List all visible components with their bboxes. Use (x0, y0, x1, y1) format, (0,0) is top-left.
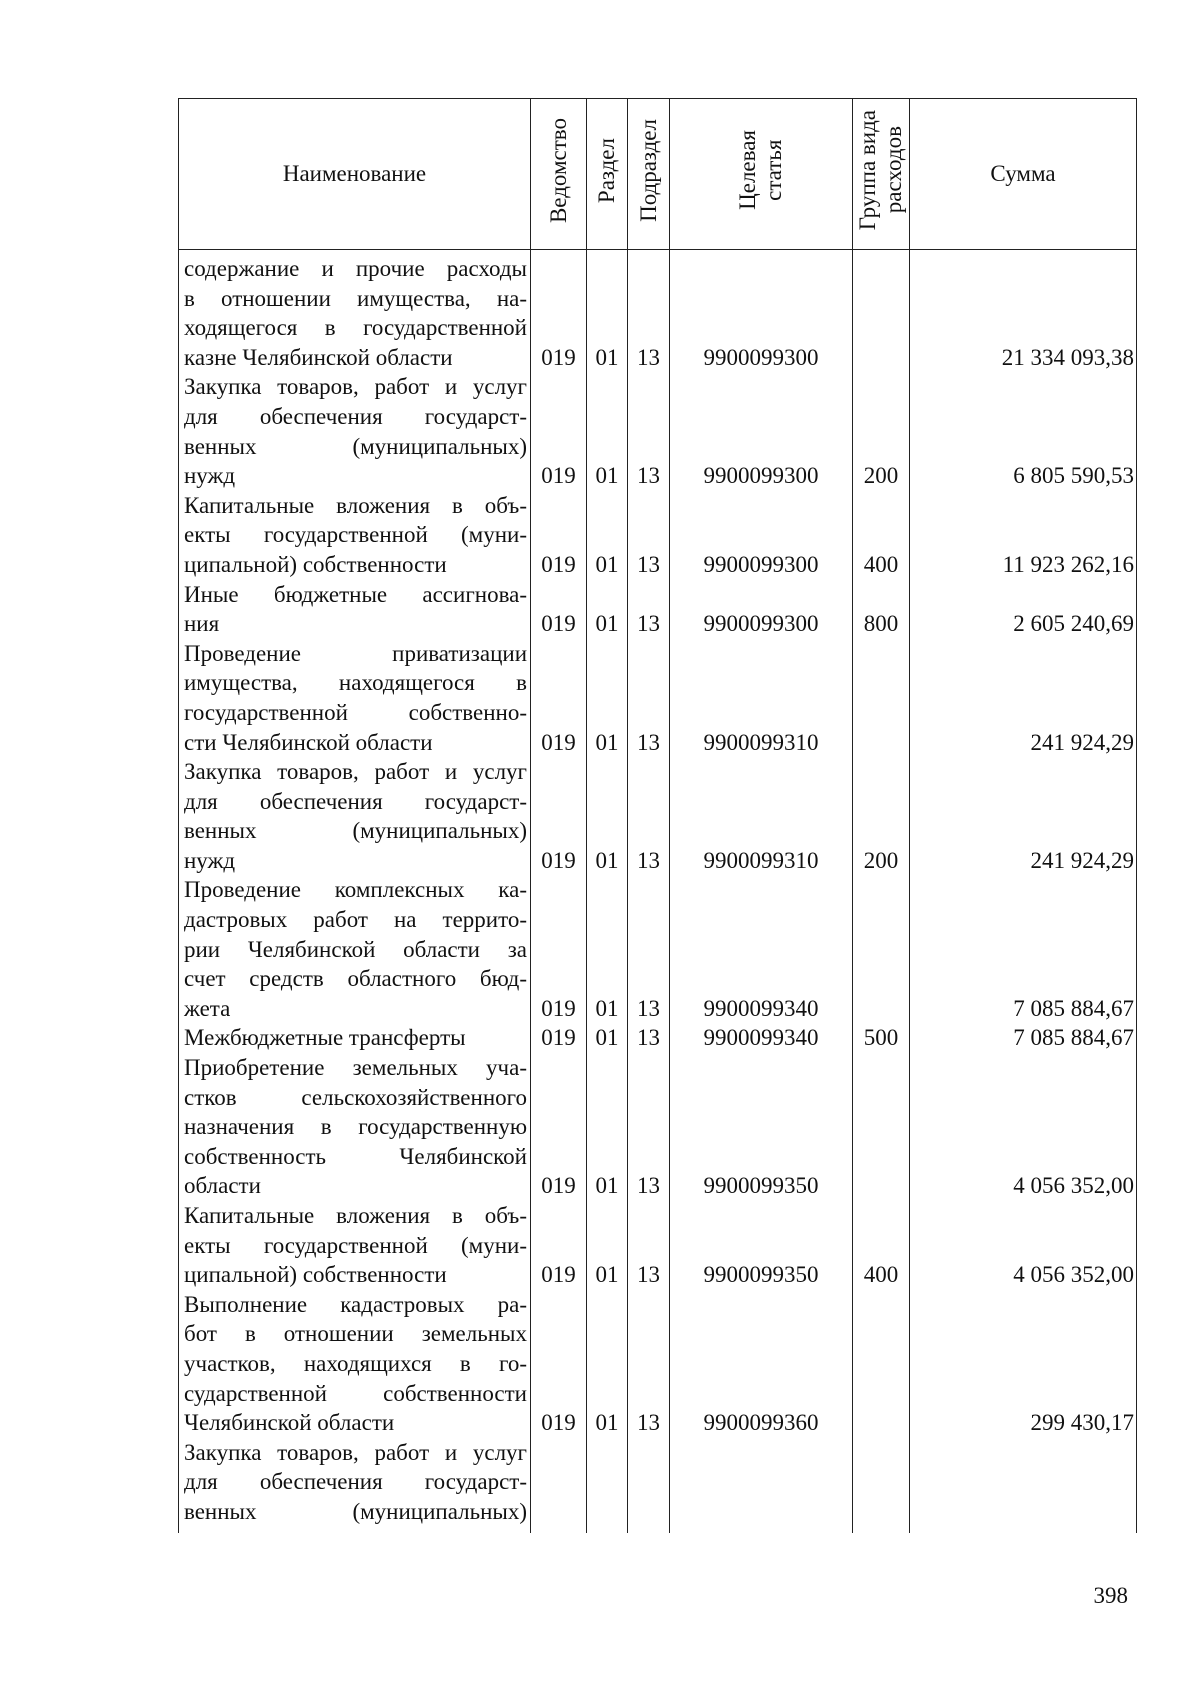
cell-target: 9900099310 (670, 639, 853, 757)
cell-section: 01 (587, 1023, 628, 1053)
cell-target: 9900099310 (670, 757, 853, 875)
name-line: сти Челябинской области (184, 729, 433, 755)
cell-section: 01 (587, 875, 628, 1023)
cell-dept (531, 1438, 587, 1533)
table-row (179, 1053, 1137, 1201)
cell-name (179, 1290, 531, 1438)
name-line: для обеспечения государст- (184, 1469, 527, 1495)
cell-dept: 019 (531, 1290, 587, 1438)
name-line: Межбюджетные трансферты (184, 1025, 466, 1051)
cell-sum: 241 924,29 (910, 757, 1137, 875)
name-line: собственность Челябинской (184, 1143, 527, 1169)
cell-sum: 7 085 884,67 (910, 875, 1137, 1023)
name-line: нужд (184, 847, 236, 873)
table-row (179, 639, 1137, 757)
cell-subsection: 13 (628, 580, 670, 639)
cell-name (179, 1201, 531, 1290)
name-line: екты государственной (муни- (184, 522, 527, 548)
cell-group (853, 639, 910, 757)
name-line: Проведение приватизации (184, 640, 527, 666)
cell-target: 9900099350 (670, 1053, 853, 1201)
table-row (179, 1201, 1137, 1290)
cell-sum: 11 923 262,16 (910, 491, 1137, 580)
table-row (179, 250, 1137, 373)
name-line: ния (184, 611, 220, 637)
table-row (179, 1290, 1137, 1438)
cell-name (179, 757, 531, 875)
cell-group: 200 (853, 757, 910, 875)
header-group: Группа вида расходов (853, 99, 910, 250)
cell-subsection: 13 (628, 491, 670, 580)
name-line: казне Челябинской области (184, 344, 453, 370)
cell-target: 9900099300 (670, 491, 853, 580)
cell-name (179, 491, 531, 580)
name-line: Закупка товаров, работ и услуг (184, 1439, 527, 1465)
header-name: Наименование (179, 99, 531, 250)
cell-group (853, 1053, 910, 1201)
cell-subsection: 13 (628, 757, 670, 875)
cell-subsection: 13 (628, 1201, 670, 1290)
cell-name (179, 1053, 531, 1201)
cell-sum: 4 056 352,00 (910, 1201, 1137, 1290)
name-line: ходящегося в государственной (184, 315, 527, 341)
header-target: Целевая статья (670, 99, 853, 250)
table-row (179, 491, 1137, 580)
cell-sum: 7 085 884,67 (910, 1023, 1137, 1053)
name-line: содержание и прочие расходы (184, 256, 527, 281)
cell-section: 01 (587, 491, 628, 580)
cell-section: 01 (587, 639, 628, 757)
cell-target: 9900099300 (670, 580, 853, 639)
cell-dept: 019 (531, 1201, 587, 1290)
name-line: ципальной) собственности (184, 551, 447, 577)
cell-name (179, 250, 531, 373)
name-line: дастровых работ на террито- (184, 907, 527, 933)
cell-dept: 019 (531, 491, 587, 580)
cell-subsection: 13 (628, 1053, 670, 1201)
cell-subsection: 13 (628, 639, 670, 757)
name-line: Иные бюджетные ассигнова- (184, 581, 527, 607)
cell-target: 9900099300 (670, 372, 853, 490)
cell-subsection: 13 (628, 1290, 670, 1438)
cell-name (179, 875, 531, 1023)
cell-target: 9900099350 (670, 1201, 853, 1290)
name-line: в отношении имущества, на- (184, 285, 527, 311)
header-dept: Ведомство (531, 99, 587, 250)
cell-subsection: 13 (628, 250, 670, 373)
name-line: Приобретение земельных уча- (184, 1055, 527, 1081)
name-line: ципальной) собственности (184, 1262, 447, 1288)
cell-dept: 019 (531, 1023, 587, 1053)
table-row (179, 372, 1137, 490)
cell-section: 01 (587, 757, 628, 875)
budget-table (178, 98, 1137, 1533)
name-line: Закупка товаров, работ и услуг (184, 759, 527, 785)
table-row (179, 757, 1137, 875)
cell-group (853, 250, 910, 373)
header-subsection: Подраздел (628, 99, 670, 250)
cell-name (179, 580, 531, 639)
name-line: екты государственной (муни- (184, 1232, 527, 1258)
name-line: для обеспечения государст- (184, 403, 527, 429)
cell-section: 01 (587, 1201, 628, 1290)
cell-subsection (628, 1438, 670, 1533)
cell-group: 200 (853, 372, 910, 490)
cell-dept: 019 (531, 875, 587, 1023)
table-row (179, 875, 1137, 1023)
cell-section: 01 (587, 580, 628, 639)
cell-section: 01 (587, 1053, 628, 1201)
header-section: Раздел (587, 99, 628, 250)
name-line: бот в отношении земельных (184, 1321, 527, 1347)
cell-sum (910, 1438, 1137, 1533)
cell-dept: 019 (531, 1053, 587, 1201)
cell-section: 01 (587, 372, 628, 490)
name-line: Выполнение кадастровых ра- (184, 1291, 527, 1317)
cell-name (179, 1438, 531, 1533)
cell-dept: 019 (531, 250, 587, 373)
cell-target: 9900099300 (670, 250, 853, 373)
name-line: государственной собственно- (184, 699, 527, 725)
cell-name (179, 639, 531, 757)
name-line: назначения в государственную (184, 1114, 527, 1140)
cell-subsection: 13 (628, 1023, 670, 1053)
table-body (179, 250, 1137, 1533)
cell-target: 9900099340 (670, 875, 853, 1023)
cell-name (179, 1023, 531, 1053)
cell-target: 9900099340 (670, 1023, 853, 1053)
cell-section: 01 (587, 250, 628, 373)
cell-group: 800 (853, 580, 910, 639)
name-line: стков сельскохозяйственного (184, 1084, 527, 1110)
cell-sum: 6 805 590,53 (910, 372, 1137, 490)
cell-dept: 019 (531, 580, 587, 639)
cell-group: 400 (853, 1201, 910, 1290)
name-line: Проведение комплексных ка- (184, 877, 527, 903)
name-line: Капитальные вложения в объ- (184, 492, 527, 518)
name-line: для обеспечения государст- (184, 788, 527, 814)
name-line: нужд (184, 463, 236, 489)
cell-group (853, 1290, 910, 1438)
cell-group: 500 (853, 1023, 910, 1053)
table-row (179, 1023, 1137, 1053)
name-line: рии Челябинской области за (184, 936, 527, 962)
name-line: имущества, находящегося в (184, 670, 527, 696)
name-line: сударственной собственности (184, 1380, 527, 1406)
cell-subsection: 13 (628, 372, 670, 490)
cell-subsection: 13 (628, 875, 670, 1023)
cell-section (587, 1438, 628, 1533)
cell-sum: 21 334 093,38 (910, 250, 1137, 373)
name-line: жета (184, 995, 231, 1021)
name-line: Закупка товаров, работ и услуг (184, 374, 527, 400)
cell-sum: 2 605 240,69 (910, 580, 1137, 639)
name-line: венных (муниципальных) (184, 1498, 527, 1524)
name-line: участков, находящихся в го- (184, 1350, 527, 1376)
cell-sum: 4 056 352,00 (910, 1053, 1137, 1201)
cell-sum: 299 430,17 (910, 1290, 1137, 1438)
name-line: Капитальные вложения в объ- (184, 1203, 527, 1228)
name-line: венных (муниципальных) (184, 433, 527, 459)
name-line: венных (муниципальных) (184, 818, 527, 844)
cell-section: 01 (587, 1290, 628, 1438)
name-line: счет средств областного бюд- (184, 966, 527, 992)
table-row (179, 580, 1137, 639)
cell-dept: 019 (531, 639, 587, 757)
cell-dept: 019 (531, 372, 587, 490)
name-line: области (184, 1173, 261, 1199)
cell-name (179, 372, 531, 490)
name-line: Челябинской области (184, 1410, 395, 1436)
cell-target (670, 1438, 853, 1533)
cell-target: 9900099360 (670, 1290, 853, 1438)
cell-group (853, 875, 910, 1023)
header-sum: Сумма (910, 99, 1137, 250)
cell-group: 400 (853, 491, 910, 580)
table-row (179, 1438, 1137, 1533)
page-number: 398 (1093, 1583, 1128, 1608)
cell-group (853, 1438, 910, 1533)
table-header-row (179, 99, 1137, 250)
cell-dept: 019 (531, 757, 587, 875)
cell-sum: 241 924,29 (910, 639, 1137, 757)
